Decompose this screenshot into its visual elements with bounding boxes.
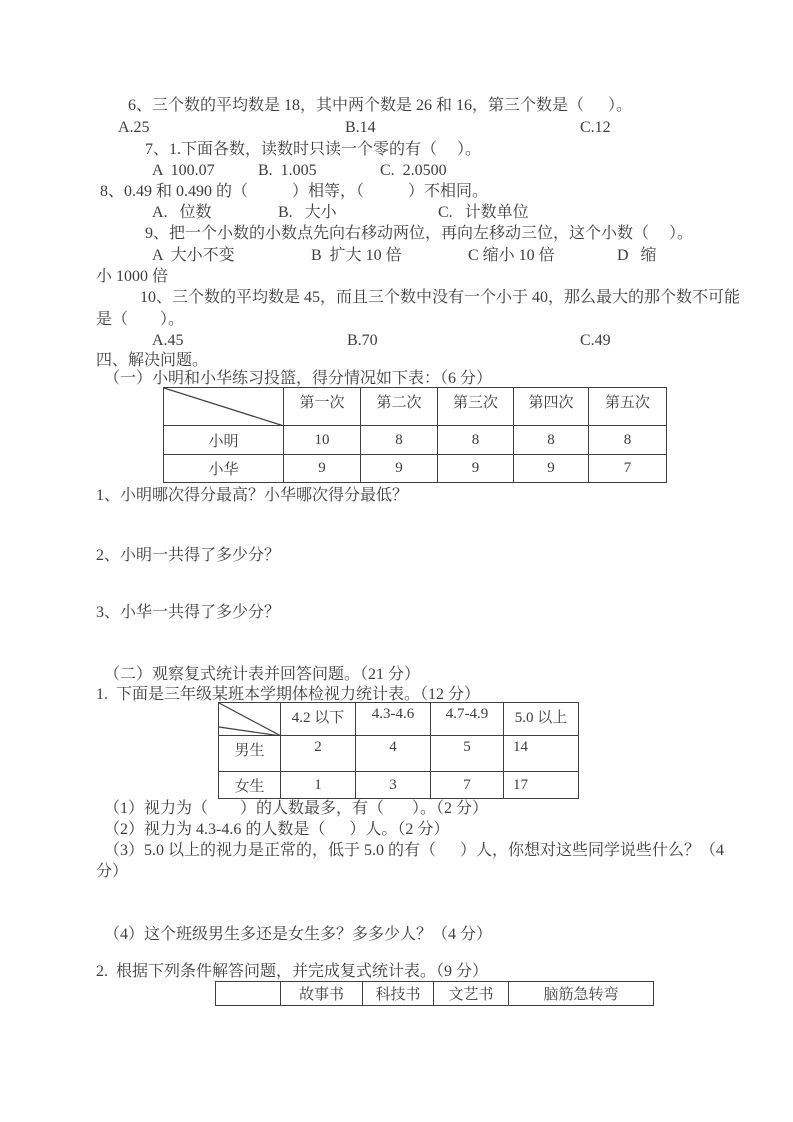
table-row	[164, 426, 667, 455]
diagonal-split-line-icon	[164, 388, 284, 426]
part-1-intro: （一）小明和小华练习投篮，得分情况如下表：（6 分）	[104, 370, 493, 387]
books-table	[215, 981, 654, 1006]
table-row	[164, 455, 667, 483]
table-header-cell: 5.0 以上	[504, 703, 579, 736]
part-2-q2-intro: 2. 根据下列条件解答问题，并完成复式统计表。（9 分）	[96, 963, 489, 980]
table-cell: 7	[589, 455, 667, 483]
table-header-cell: 第二次	[361, 388, 438, 426]
table-header-cell: 文艺书	[434, 982, 509, 1006]
table-cell: 3	[356, 772, 431, 799]
table-cell: 9	[361, 455, 438, 483]
question-9-option-c: C 缩小 10 倍	[468, 247, 555, 264]
question-10-option-a: A.45	[152, 332, 184, 349]
table-cell: 8	[361, 426, 438, 455]
empty-header-cell	[216, 982, 281, 1006]
table-cell: 7	[431, 772, 504, 799]
table-header-cell: 第一次	[284, 388, 361, 426]
question-8-option-b: B. 大小	[278, 204, 337, 221]
table-cell: 8	[514, 426, 589, 455]
question-9-option-d-wrap: 小 1000 倍	[96, 268, 169, 285]
part-2-q1-sub-3: （3）5.0 以上的视力是正常的，低于 5.0 的有（ ）人，你想对这些同学说些什么？（4	[104, 842, 725, 859]
table-cell: 1	[281, 772, 356, 799]
question-6-stem: 6、三个数的平均数是 18，其中两个数是 26 和 16，第三个数是（ ）。	[128, 97, 633, 114]
table-header-cell: 第三次	[438, 388, 514, 426]
part-2-q1-sub-1: （1）视力为（ ）的人数最多，有（ ）。（2 分）	[104, 800, 489, 817]
part-2-q1-sub-4: （4）这个班级男生多还是女生多？多多少人？（4 分）	[104, 926, 493, 943]
question-9-stem: 9、把一个小数的小数点先向右移动两位，再向左移动三位，这个小数（ ）。	[145, 225, 694, 242]
part-1-question-1: 1、小明哪次得分最高？小华哪次得分最低？	[96, 487, 409, 504]
question-10-option-b: B.70	[347, 332, 378, 349]
part-2-q1-intro: 1. 下面是三年级某班本学期体检视力统计表。（12 分）	[96, 686, 481, 703]
diagonal-header-cell	[164, 388, 284, 426]
table-header-row	[164, 388, 667, 426]
question-8-option-a: A. 位数	[152, 204, 212, 221]
table-cell: 14	[504, 736, 579, 772]
table-row	[219, 772, 579, 799]
table-header-cell: 第四次	[514, 388, 589, 426]
table-cell: 4	[356, 736, 431, 772]
eyesight-table	[218, 702, 579, 799]
table-header-row	[219, 703, 579, 736]
table-cell: 5	[431, 736, 504, 772]
table-header-cell: 第五次	[589, 388, 667, 426]
row-label-cell: 男生	[219, 736, 281, 772]
question-10-stem-line1: 10、三个数的平均数是 45，而且三个数中没有一个小于 40，那么最大的那个数不可能	[140, 289, 741, 306]
question-9-option-d: D 缩	[617, 247, 657, 264]
table-cell: 9	[438, 455, 514, 483]
question-8-option-c: C. 计数单位	[438, 204, 529, 221]
table-header-cell: 4.3-4.6	[356, 703, 431, 736]
question-6-option-c: C.12	[580, 119, 611, 136]
section-4-title: 四、解决问题。	[96, 352, 209, 369]
question-7-option-c: C. 2.0500	[380, 162, 447, 179]
table-header-cell: 4.7-4.9	[431, 703, 504, 736]
question-7-stem: 7、1.下面各数，读数时只读一个零的有（ ）。	[145, 141, 482, 158]
table-row	[219, 736, 579, 772]
part-1-question-3: 3、小华一共得了多少分？	[96, 604, 281, 621]
scores-table	[163, 387, 667, 483]
row-label-cell: 小明	[164, 426, 284, 455]
table-header-cell: 故事书	[281, 982, 363, 1006]
question-9-option-b: B 扩大 10 倍	[311, 247, 402, 264]
question-8-stem: 8、0.49 和 0.490 的（ ）相等，（ ）不相同。	[100, 183, 489, 200]
question-7-option-a: A 100.07	[152, 162, 215, 179]
table-header-cell: 科技书	[363, 982, 434, 1006]
part-1-question-2: 2、小明一共得了多少分？	[96, 547, 281, 564]
question-10-stem-line2: 是（ ）。	[96, 311, 185, 328]
table-cell: 9	[284, 455, 361, 483]
diagonal-split-line-icon	[219, 703, 281, 736]
table-cell: 2	[281, 736, 356, 772]
row-label-cell: 女生	[219, 772, 281, 799]
row-label-cell: 小华	[164, 455, 284, 483]
question-6-option-b: B.14	[345, 119, 376, 136]
part-2-q1-sub-2: （2）视力为 4.3-4.6 的人数是（ ）人。（2 分）	[104, 821, 450, 838]
table-cell: 9	[514, 455, 589, 483]
table-cell: 8	[438, 426, 514, 455]
part-2-intro: （二）观察复式统计表并回答问题。（21 分）	[104, 666, 421, 683]
question-9-option-a: A 大小不变	[152, 247, 235, 264]
question-10-option-c: C.49	[580, 332, 611, 349]
question-6-option-a: A.25	[118, 119, 150, 136]
part-2-q1-sub-3-wrap: 分）	[96, 863, 129, 880]
diagonal-header-cell	[219, 703, 281, 736]
question-7-option-b: B. 1.005	[258, 162, 317, 179]
table-cell: 10	[284, 426, 361, 455]
table-cell: 17	[504, 772, 579, 799]
table-header-cell: 4.2 以下	[281, 703, 356, 736]
table-header-row	[216, 982, 654, 1006]
table-cell: 8	[589, 426, 667, 455]
table-header-cell: 脑筋急转弯	[509, 982, 654, 1006]
